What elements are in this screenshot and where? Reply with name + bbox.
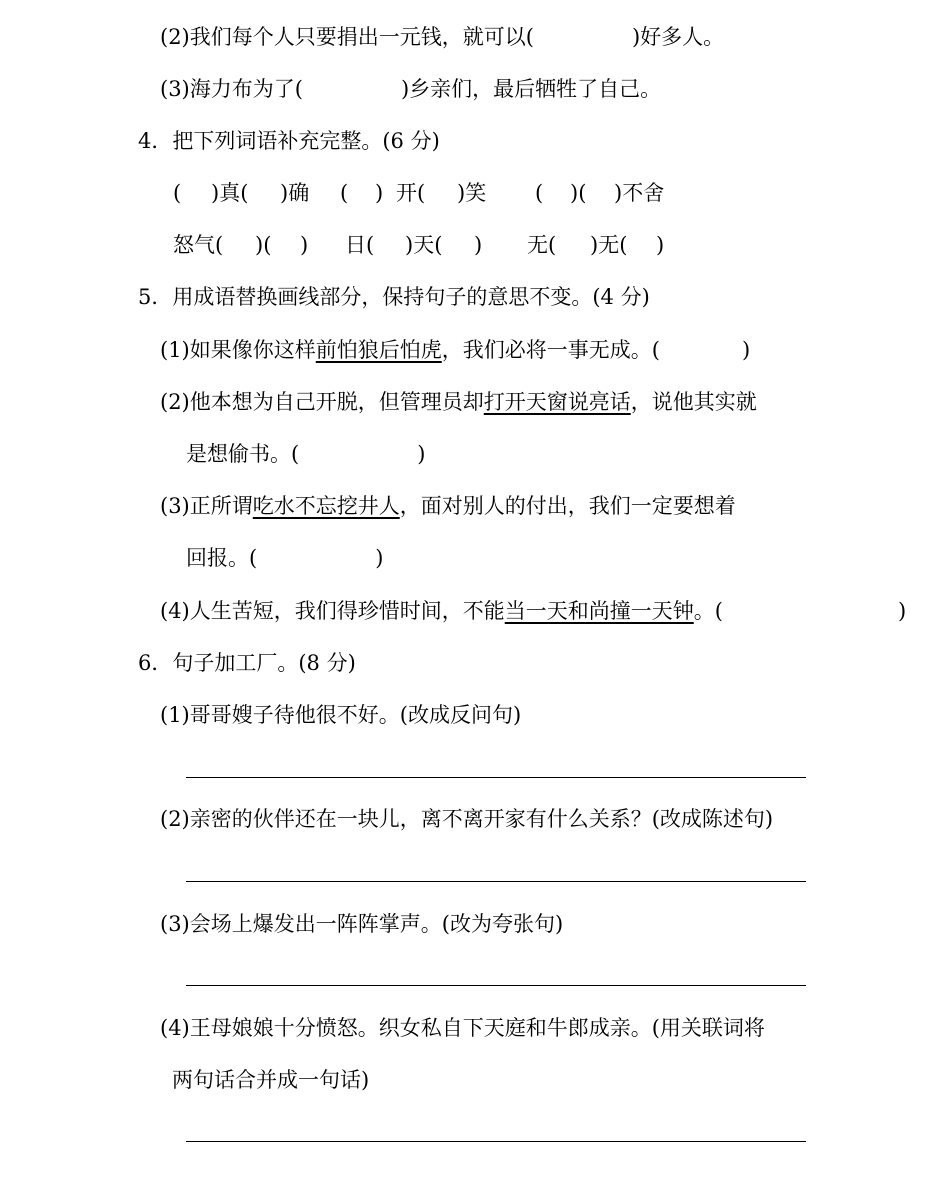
q5-title: 5．用成语替换画线部分，保持句子的意思不变。(4 分): [138, 285, 650, 309]
q6-item-1: (1)哥哥嫂子待他很不好。(改成反问句): [160, 703, 522, 727]
q5-item-3: (3)正所谓吃水不忘挖井人，面对别人的付出，我们一定要想着: [160, 494, 736, 518]
q6-item-4: (4)王母娘娘十分愤怒。织女私自下天庭和牛郎成亲。(用关联词将: [160, 1016, 765, 1040]
q6-item-4-cont: 两句话合并成一句话): [172, 1068, 370, 1092]
q4-title: 4．把下列词语补充完整。(6 分): [138, 129, 440, 153]
q6-item-2: (2)亲密的伙伴还在一块儿，离不离开家有什么关系？(改成陈述句): [160, 807, 774, 831]
q5-item-3-cont: 回报。( ): [186, 546, 384, 570]
answer-line[interactable]: [186, 777, 806, 778]
worksheet-page: (2)我们每个人只要捐出一元钱，就可以( )好多人。 (3)海力布为了( )乡亲们，最后牺牲了自己。 4．把下列词语补充完整。(6 分) ( )真( )确 ( ) 开( )笑 ( )( )不舍 怒气( )( ) 日( )天( ) 无( )无( ) 5．用成语替换画线部分，保持句子的意思不变。(4 分) (1)如果像你这样前怕狼后怕虎，我们必将一事无成。( ) (2)他本想为自己开脱，但管理员却打开天窗说亮话，说他其实就 是想偷书。( ) (3)正所谓吃水不忘挖井人，面对别人的付出，我们一定要想着 回报。( ) (4)人生苦短，我们得珍惜时间，不能当一天和尚撞一天钟。( ) 6．句子加工厂。(8 分) (1)哥哥嫂子待他很不好。(改成反问句) (2)亲密的伙伴还在一块儿，离不离开家有什么关系？(改成陈述句) (3)会场上爆发出一阵阵掌声。(改为夸张句) (4)王母娘娘十分愤怒。织女私自下天庭和牛郎成亲。(用关联词将 两句话合并成一句话): [0, 0, 950, 1179]
q5-item-1: (1)如果像你这样前怕狼后怕虎，我们必将一事无成。( ): [160, 338, 751, 362]
q5-item-4: (4)人生苦短，我们得珍惜时间，不能当一天和尚撞一天钟。(: [160, 599, 723, 623]
answer-line[interactable]: [186, 881, 806, 882]
answer-line[interactable]: [186, 985, 806, 986]
q3-item-2: (2)我们每个人只要捐出一元钱，就可以( )好多人。: [160, 25, 725, 49]
answer-line[interactable]: [186, 1141, 806, 1142]
q5-item-2-cont: 是想偷书。( ): [186, 442, 426, 466]
q6-title: 6．句子加工厂。(8 分): [138, 651, 356, 675]
q6-item-3: (3)会场上爆发出一阵阵掌声。(改为夸张句): [160, 912, 564, 936]
q3-item-3: (3)海力布为了( )乡亲们，最后牺牲了自己。: [160, 77, 662, 101]
q5-item-4-close-paren: ): [898, 599, 907, 623]
q5-item-2: (2)他本想为自己开脱，但管理员却打开天窗说亮话，说他其实就: [160, 390, 757, 414]
